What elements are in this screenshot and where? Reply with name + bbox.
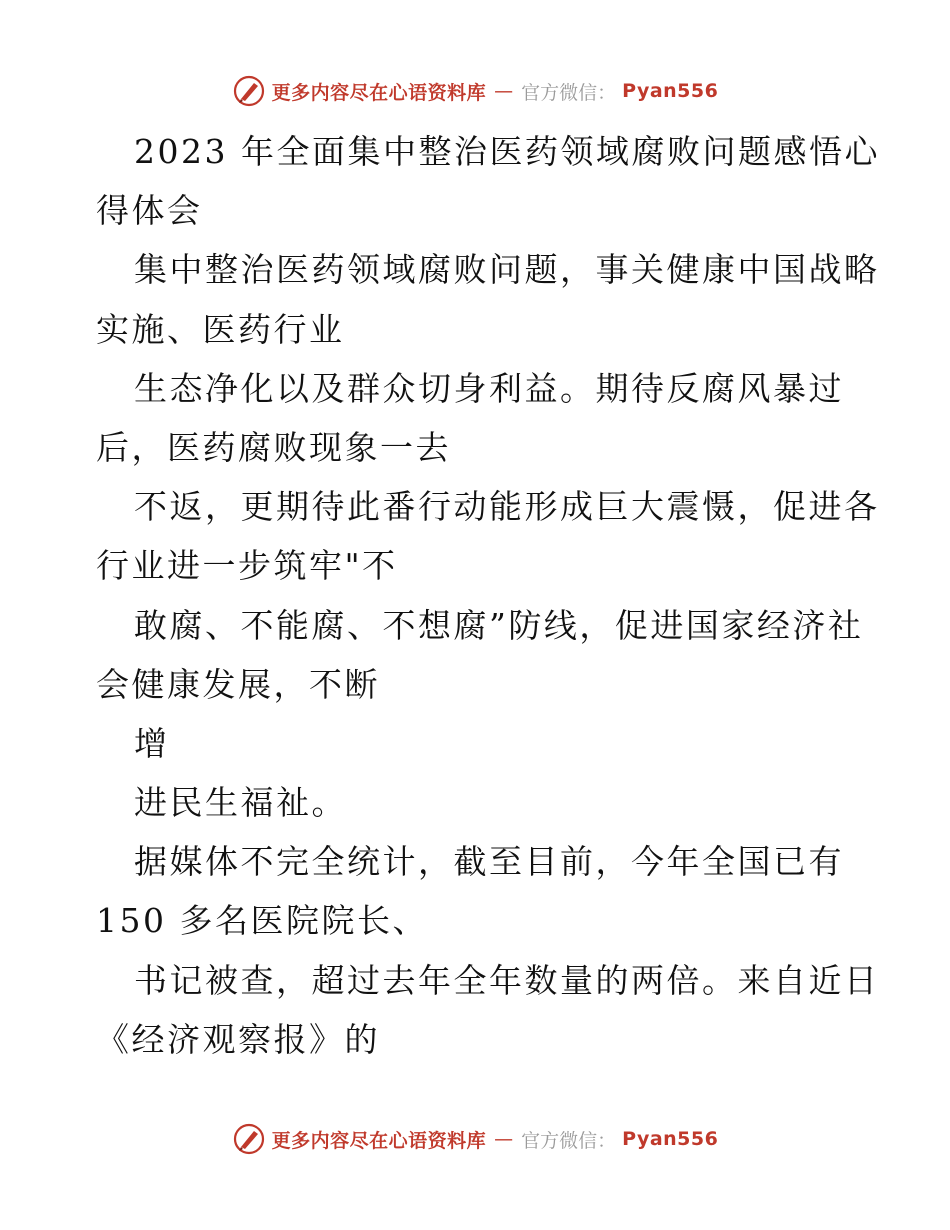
text-line: 后，医药腐败现象一去 [96,427,451,467]
text-line: 增 [134,723,170,763]
text-line: 得体会 [96,191,203,231]
footer-watermark [0,1119,950,1159]
text-line: 《经济观察报》的 [96,1019,380,1059]
text-line: 行业进一步筑牢"不 [96,546,398,586]
watermark-dash: — [494,80,514,102]
text-line: 会健康发展，不断 [96,664,380,704]
document-body [96,122,880,1069]
text-line: 2023 年全面集中整治医药领域腐败问题感悟心 [134,132,880,171]
red-quill-logo-icon [232,74,266,108]
watermark-contact-label: 官方微信： [521,81,617,104]
text-line: 150 多名医院院长、 [96,901,428,941]
text-line: 进民生福祉。 [134,783,347,823]
text-line: 实施、医药行业 [96,309,345,349]
watermark-dash: — [494,1128,514,1150]
watermark-brand-text: 更多内容尽在心语资料库 [271,81,487,104]
text-line: 生态净化以及群众切身利益。期待反腐风暴过 [134,368,844,408]
text-line: 集中整治医药领域腐败问题，事关健康中国战略 [134,250,880,290]
red-quill-logo-icon [232,1122,266,1156]
text-line: 不返，更期待此番行动能形成巨大震慑，促进各 [134,487,880,527]
watermark-contact-id: Pyan556 [622,80,719,102]
watermark-contact-label: 官方微信： [521,1129,617,1152]
header-watermark [0,71,950,111]
watermark-brand-text: 更多内容尽在心语资料库 [271,1129,487,1152]
watermark-contact-id: Pyan556 [622,1128,719,1150]
text-line: 书记被查，超过去年全年数量的两倍。来自近日 [134,960,880,1000]
text-line: 据媒体不完全统计，截至目前，今年全国已有 [134,842,844,882]
text-line: 敢腐、不能腐、不想腐”防线，促进国家经济社 [134,605,864,645]
